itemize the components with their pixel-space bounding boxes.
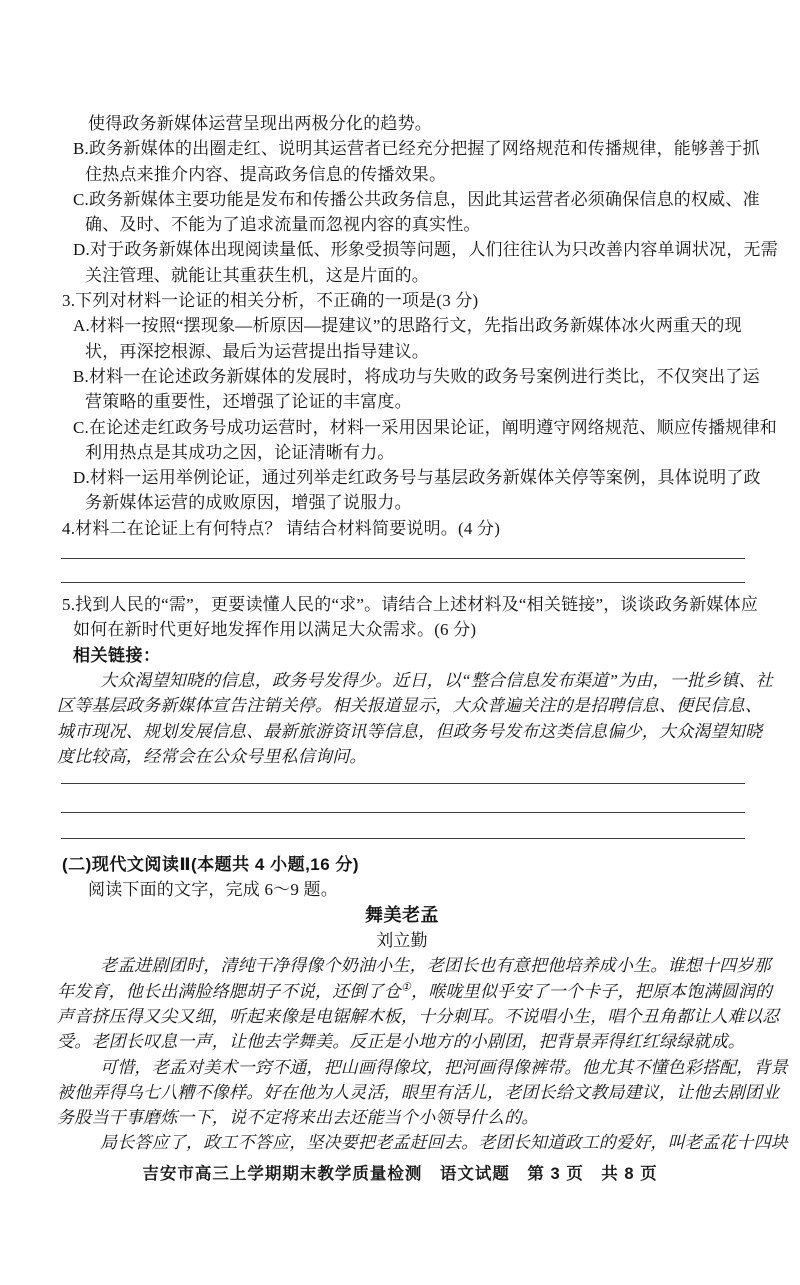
- related-link-line-4: 度比较高，经常会在公众号里私信询问。: [57, 746, 367, 766]
- q3-option-b-line-1: B.材料一在论述政务新媒体的发展时，将成功与失败的政务号案例进行类比，不仅突出了运: [73, 366, 760, 386]
- q3-option-b-line-2: 营策略的重要性，还增强了论证的丰富度。: [85, 392, 412, 412]
- answer-line: [61, 582, 745, 583]
- passage-author: 刘立勤: [376, 931, 428, 951]
- story-p3-line-1: 局长答应了，政工不答应，坚决要把老孟赶回去。老团长知道政工的爱好，叫老孟花十四块: [100, 1133, 788, 1153]
- q3-option-d-line-2: 务新媒体运营的成败原因，增强了说服力。: [85, 493, 412, 513]
- passage-title: 舞美老孟: [365, 904, 439, 925]
- story-p2-line-1: 可惜，老孟对美术一窍不通，把山画得像坟，把河画得像裤带。他尤其不懂色彩搭配，背景: [100, 1057, 788, 1077]
- story-p1-line-4: 受。老团长叹息一声，让他去学舞美。反正是小地方的小剧团，把背景弄得红红绿绿就成。: [57, 1032, 745, 1052]
- q2-option-b-line-1: B.政务新媒体的出圈走红、说明其运营者已经充分把握了网络规范和传播规律，能够善于抓: [73, 139, 760, 159]
- q3-stem: 3.下列对材料一论证的相关分析，不正确的一项是(3 分): [62, 291, 479, 311]
- q2-option-c-line-1: C.政务新媒体主要功能是发布和传播公共政务信息，因此其运营者必须确保信息的权威、准: [73, 189, 760, 209]
- story-p2-line-2: 被他弄得乌七八糟不像样。好在他为人灵活，眼里有活儿，老团长给文教局建议，让他去剧团业: [57, 1082, 780, 1102]
- footnote-marker: ①: [401, 980, 412, 993]
- q3-option-a-line-1: A.材料一按照“摆现象—析原因—提建议”的思路行文，先指出政务新媒体冰火两重天的现: [73, 316, 742, 336]
- q2-option-c-line-2: 确、及时、不能为了追求流量而忽视内容的真实性。: [85, 215, 481, 235]
- q5-line-1: 5.找到人民的“需”，更要读懂人民的“求”。请结合上述材料及“相关链接”，谈谈政务新媒体应: [62, 595, 759, 615]
- q3-option-a-line-2: 状，再深挖根源、最后为运营提出指导建议。: [85, 341, 429, 361]
- answer-line: [61, 783, 745, 784]
- q2-option-b-line-2: 住热点来推介内容、提高政务信息的传播效果。: [85, 164, 447, 184]
- story-p1-line-2-text: 年发育，他长出满脸络腮胡子不说，还倒了仓: [57, 981, 401, 1001]
- q4-stem: 4.材料二在论证上有何特点？ 请结合材料简要说明。(4 分): [62, 518, 501, 538]
- page-footer: 吉安市高三上学期期末教学质量检测 语文试题 第 3 页 共 8 页: [142, 1165, 658, 1183]
- related-link-line-3: 城市现况、规划发展信息、最新旅游资讯等信息，但政务号发布这类信息偏少，大众渴望知晓: [57, 721, 763, 741]
- q3-option-c-line-2: 利用热点是其成功之因，论证清晰有力。: [85, 442, 395, 462]
- q2-option-a-continuation: 使得政务新媒体运营呈现出两极分化的趋势。: [88, 114, 432, 133]
- section2-instruction: 阅读下面的文字，完成 6～9 题。: [88, 880, 338, 900]
- related-link-line-1: 大众渴望知晓的信息，政务号发得少。近日，以“整合信息发布渠道”为由，一批乡镇、社: [100, 670, 773, 690]
- story-p2-line-3: 务股当干事磨炼一下，说不定将来出去还能当个小领导什么的。: [57, 1108, 539, 1128]
- q3-option-d-line-1: D.材料一运用举例论证，通过列举走红政务号与基层政务新媒体关停等案例，具体说明了政: [73, 468, 761, 488]
- answer-line: [61, 812, 745, 813]
- page-content: [57, 111, 788, 1156]
- related-link-line-2: 区等基层政务新媒体宣告注销关停。相关报道显示，大众普遍关注的是招聘信息、便民信息、: [57, 696, 763, 716]
- related-link-heading: 相关链接：: [73, 645, 161, 665]
- answer-line: [61, 558, 745, 559]
- story-p1-line-2-text: ，喉咙里似乎安了一个卡子，把原本饱满圆润的: [411, 981, 773, 1001]
- q3-option-c-line-1: C.在论述走红政务号成功运营时，材料一采用因果论证，阐明遵守网络规范、顺应传播规律和: [73, 417, 777, 437]
- q2-option-d-line-2: 关注管理、就能让其重获生机，这是片面的。: [85, 265, 429, 285]
- story-p1-line-3: 声音挤压得又尖又细，听起来像是电锯解木板，十分刺耳。不说唱小生，唱个丑角都让人难以忍: [57, 1006, 780, 1026]
- section2-heading: (二)现代文阅读Ⅱ(本题共 4 小题,16 分): [62, 855, 360, 875]
- story-p1-line-2: [57, 979, 773, 1004]
- q2-option-d-line-1: D.对于政务新媒体出现阅读量低、形象受损等问题，人们往往认为只改善内容单调状况，无需: [73, 240, 778, 260]
- q5-line-2: 如何在新时代更好地发挥作用以满足大众需求。(6 分): [73, 620, 477, 640]
- story-p1-line-1: 老孟进剧团时，清纯干净得像个奶油小生，老团长也有意把他培养成小生。谁想十四岁那: [100, 956, 771, 976]
- answer-line: [61, 838, 745, 839]
